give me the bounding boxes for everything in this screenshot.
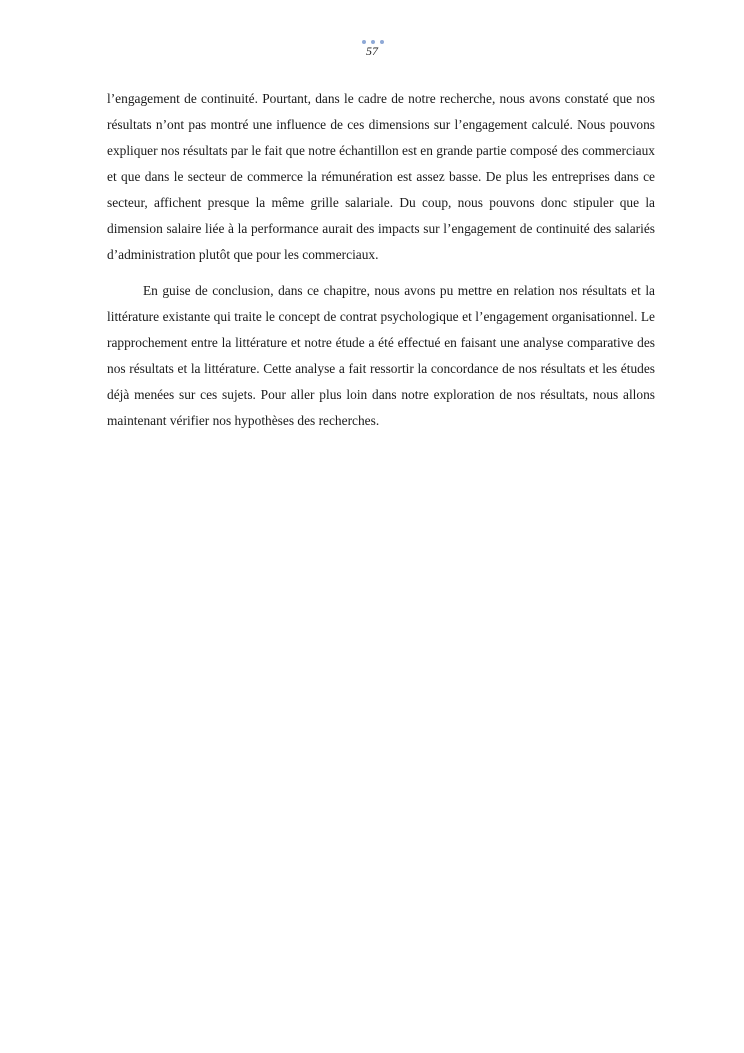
page-header	[0, 40, 744, 57]
body-text	[107, 86, 655, 444]
ornament-dot	[380, 40, 384, 44]
paragraph-continuation: l’engagement de continuité. Pourtant, dans le cadre de notre recherche, nous avons constaté que nos résultats n’ont pas montré une influence de ces dimensions sur l’engagement calculé. Nous pouvons expliquer nos résultats par le fait que notre échantillon est en grande partie composé des commerciaux et que dans le secteur de commerce la rémunération est assez basse. De plus les entreprises dans ce secteur, affichent presque la même grille salariale. Du coup, nous pouvons donc stipuler que la dimension salaire liée à la performance aurait des impacts sur l’engagement de continuité des salariés d’administration plutôt que pour les commerciaux.	[107, 91, 655, 262]
paragraph-conclusion: En guise de conclusion, dans ce chapitre, nous avons pu mettre en relation nos résultats et la littérature existante qui traite le concept de contrat psychologique et l’engagement organisationnel. Le rapprochement entre la littérature et notre étude a été effectué en faisant une analyse comparative des nos résultats et la littérature. Cette analyse a fait ressortir la concordance de nos résultats et les études déjà menées sur ces sujets. Pour aller plus loin dans notre exploration de nos résultats, nous allons maintenant vérifier nos hypothèses des recherches.	[107, 283, 655, 428]
page-number: 57	[366, 44, 378, 58]
